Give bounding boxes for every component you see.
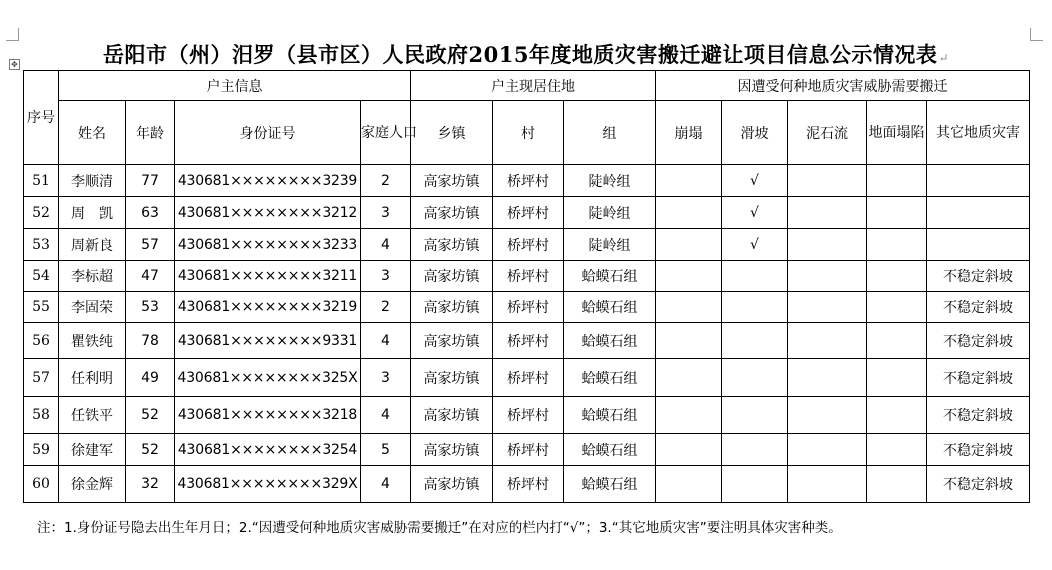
cell-town: 高家坊镇	[411, 434, 493, 466]
cell-other-hazard	[927, 229, 1030, 261]
cell-group: 蛤蟆石组	[564, 323, 656, 359]
cell-seq: 55	[24, 292, 59, 323]
cell-collapse	[656, 434, 722, 466]
cell-landslide	[722, 323, 788, 359]
cell-family-size: 4	[361, 229, 411, 261]
cell-id-number: 430681××××××××3219	[175, 292, 361, 323]
cell-name: 徐金辉	[59, 466, 126, 503]
cell-debris-flow	[788, 197, 867, 229]
cell-town: 高家坊镇	[411, 261, 493, 292]
cell-collapse	[656, 165, 722, 197]
cell-village: 桥坪村	[493, 359, 564, 397]
cell-debris-flow	[788, 323, 867, 359]
cell-id-number: 430681××××××××325X	[175, 359, 361, 397]
cell-group: 蛤蟆石组	[564, 397, 656, 434]
cell-seq: 56	[24, 323, 59, 359]
cell-town: 高家坊镇	[411, 397, 493, 434]
table-row	[24, 197, 1030, 229]
table-body	[24, 165, 1030, 503]
cell-seq: 53	[24, 229, 59, 261]
cell-name: 任铁平	[59, 397, 126, 434]
cell-village: 桥坪村	[493, 466, 564, 503]
header-seq: 序号	[24, 71, 59, 165]
page-title: 岳阳市（州）汨罗（县市区）人民政府2015年度地质灾害搬迁避让项目信息公示情况表↵	[102, 42, 949, 67]
cell-subsidence	[867, 197, 927, 229]
table-row	[24, 359, 1030, 397]
cell-seq: 57	[24, 359, 59, 397]
info-table	[23, 70, 1030, 503]
header-name: 姓名	[59, 101, 126, 165]
cell-village: 桥坪村	[493, 165, 564, 197]
cell-landslide: √	[722, 229, 788, 261]
cell-family-size: 2	[361, 292, 411, 323]
header-village: 村	[493, 101, 564, 165]
cell-landslide	[722, 466, 788, 503]
cell-town: 高家坊镇	[411, 229, 493, 261]
cell-id-number: 430681××××××××9331	[175, 323, 361, 359]
cell-family-size: 3	[361, 197, 411, 229]
table-row	[24, 323, 1030, 359]
header-group: 组	[564, 101, 656, 165]
header-town: 乡镇	[411, 101, 493, 165]
header-family-size: 家庭人口	[361, 101, 411, 165]
cell-age: 32	[126, 466, 175, 503]
cell-subsidence	[867, 165, 927, 197]
cell-group: 陡岭组	[564, 165, 656, 197]
cell-debris-flow	[788, 229, 867, 261]
cell-name: 周 凯	[59, 197, 126, 229]
cell-subsidence	[867, 434, 927, 466]
cell-collapse	[656, 323, 722, 359]
cell-id-number: 430681××××××××3218	[175, 397, 361, 434]
header-other-hazard: 其它地质灾害	[927, 101, 1030, 165]
cell-other-hazard: 不稳定斜坡	[927, 359, 1030, 397]
cell-group: 陡岭组	[564, 229, 656, 261]
cell-id-number: 430681××××××××3233	[175, 229, 361, 261]
cell-id-number: 430681××××××××3254	[175, 434, 361, 466]
cell-id-number: 430681××××××××3212	[175, 197, 361, 229]
cell-other-hazard: 不稳定斜坡	[927, 261, 1030, 292]
cell-age: 52	[126, 397, 175, 434]
cell-age: 47	[126, 261, 175, 292]
cell-debris-flow	[788, 292, 867, 323]
cell-village: 桥坪村	[493, 434, 564, 466]
header-id-number: 身份证号	[175, 101, 361, 165]
cell-town: 高家坊镇	[411, 165, 493, 197]
cell-collapse	[656, 261, 722, 292]
table-row	[24, 229, 1030, 261]
header-debris-flow: 泥石流	[788, 101, 867, 165]
header-group-residence: 户主现居住地	[411, 71, 656, 101]
cell-seq: 60	[24, 466, 59, 503]
cell-age: 49	[126, 359, 175, 397]
cell-id-number: 430681××××××××3239	[175, 165, 361, 197]
header-subsidence: 地面塌陷	[867, 101, 927, 165]
cell-debris-flow	[788, 165, 867, 197]
cell-landslide: √	[722, 197, 788, 229]
cell-family-size: 4	[361, 323, 411, 359]
cell-debris-flow	[788, 261, 867, 292]
cell-age: 77	[126, 165, 175, 197]
table-row	[24, 261, 1030, 292]
cell-subsidence	[867, 466, 927, 503]
cell-seq: 54	[24, 261, 59, 292]
cell-collapse	[656, 359, 722, 397]
cell-collapse	[656, 292, 722, 323]
cell-name: 李顺清	[59, 165, 126, 197]
cell-subsidence	[867, 292, 927, 323]
table-row	[24, 434, 1030, 466]
cell-seq: 52	[24, 197, 59, 229]
cell-village: 桥坪村	[493, 229, 564, 261]
cell-group: 蛤蟆石组	[564, 434, 656, 466]
cell-other-hazard: 不稳定斜坡	[927, 292, 1030, 323]
header-collapse: 崩塌	[656, 101, 722, 165]
cell-other-hazard	[927, 197, 1030, 229]
cell-landslide	[722, 261, 788, 292]
cell-family-size: 3	[361, 261, 411, 292]
cell-name: 徐建军	[59, 434, 126, 466]
cell-age: 78	[126, 323, 175, 359]
table-row	[24, 397, 1030, 434]
cell-landslide	[722, 397, 788, 434]
header-group-owner: 户主信息	[59, 71, 411, 101]
cell-other-hazard: 不稳定斜坡	[927, 466, 1030, 503]
cell-collapse	[656, 197, 722, 229]
cell-town: 高家坊镇	[411, 323, 493, 359]
cell-other-hazard: 不稳定斜坡	[927, 397, 1030, 434]
cell-id-number: 430681××××××××3211	[175, 261, 361, 292]
cell-debris-flow	[788, 359, 867, 397]
cell-subsidence	[867, 397, 927, 434]
cell-age: 57	[126, 229, 175, 261]
cell-landslide	[722, 292, 788, 323]
cell-name: 任利明	[59, 359, 126, 397]
cell-seq: 51	[24, 165, 59, 197]
cell-village: 桥坪村	[493, 197, 564, 229]
cell-family-size: 5	[361, 434, 411, 466]
cell-other-hazard: 不稳定斜坡	[927, 323, 1030, 359]
cell-name: 周新良	[59, 229, 126, 261]
cell-subsidence	[867, 261, 927, 292]
cell-group: 蛤蟆石组	[564, 359, 656, 397]
header-age: 年龄	[126, 101, 175, 165]
cell-collapse	[656, 397, 722, 434]
cell-group: 蛤蟆石组	[564, 466, 656, 503]
cell-village: 桥坪村	[493, 323, 564, 359]
cell-other-hazard	[927, 165, 1030, 197]
cell-age: 63	[126, 197, 175, 229]
cell-id-number: 430681××××××××329X	[175, 466, 361, 503]
cell-debris-flow	[788, 466, 867, 503]
header-landslide: 滑坡	[722, 101, 788, 165]
cell-age: 53	[126, 292, 175, 323]
cell-town: 高家坊镇	[411, 466, 493, 503]
cell-family-size: 2	[361, 165, 411, 197]
cell-town: 高家坊镇	[411, 292, 493, 323]
cell-name: 李固荣	[59, 292, 126, 323]
table-row	[24, 466, 1030, 503]
cell-village: 桥坪村	[493, 261, 564, 292]
cell-town: 高家坊镇	[411, 359, 493, 397]
cell-age: 52	[126, 434, 175, 466]
cell-subsidence	[867, 323, 927, 359]
cell-subsidence	[867, 229, 927, 261]
cell-collapse	[656, 229, 722, 261]
table-row	[24, 165, 1030, 197]
footnote: 注：1.身份证号隐去出生年月日；2.“因遭受何种地质灾害威胁需要搬迁”在对应的栏内打“√”；3.“其它地质灾害”要注明具体灾害种类。	[37, 520, 842, 536]
cell-landslide	[722, 434, 788, 466]
cell-village: 桥坪村	[493, 292, 564, 323]
header-group-hazard: 因遭受何种地质灾害威胁需要搬迁	[656, 71, 1030, 101]
paragraph-mark-icon: ↵	[938, 51, 949, 65]
cell-collapse	[656, 466, 722, 503]
cell-subsidence	[867, 359, 927, 397]
cell-group: 蛤蟆石组	[564, 292, 656, 323]
cell-landslide: √	[722, 165, 788, 197]
cell-landslide	[722, 359, 788, 397]
cell-town: 高家坊镇	[411, 197, 493, 229]
cell-family-size: 4	[361, 466, 411, 503]
cell-name: 李标超	[59, 261, 126, 292]
cell-group: 蛤蟆石组	[564, 261, 656, 292]
cell-seq: 59	[24, 434, 59, 466]
cell-other-hazard: 不稳定斜坡	[927, 434, 1030, 466]
cell-family-size: 3	[361, 359, 411, 397]
table-move-handle-icon[interactable]: ✥	[9, 59, 20, 70]
cell-name: 瞿铁纯	[59, 323, 126, 359]
cell-seq: 58	[24, 397, 59, 434]
cell-group: 陡岭组	[564, 197, 656, 229]
cell-debris-flow	[788, 434, 867, 466]
cell-debris-flow	[788, 397, 867, 434]
table-row	[24, 292, 1030, 323]
cell-village: 桥坪村	[493, 397, 564, 434]
cell-family-size: 4	[361, 397, 411, 434]
